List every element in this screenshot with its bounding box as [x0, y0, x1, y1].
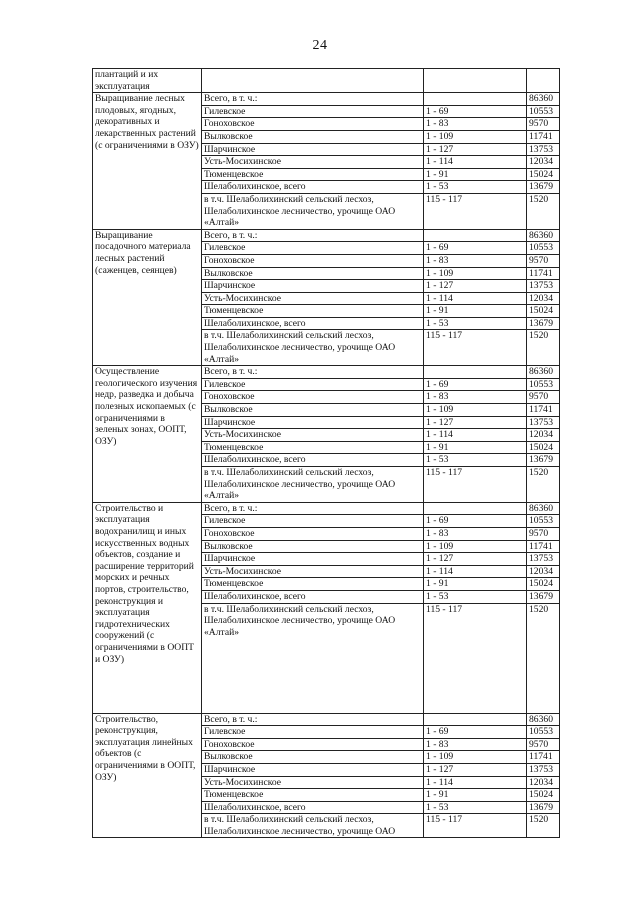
activity-cell: Выращивание посадочного материала лесных растений (саженцев, сеянцев): [93, 229, 202, 366]
forestry-cell: Всего, в т. ч.:: [202, 502, 424, 515]
area-cell: 15024: [527, 578, 560, 591]
quarters-cell: 1 - 109: [424, 267, 527, 280]
area-cell: 15024: [527, 789, 560, 802]
quarters-cell: 1 - 127: [424, 280, 527, 293]
forestry-cell: Шарчинское: [202, 763, 424, 776]
table-row: [93, 713, 560, 726]
quarters-cell: 1 - 127: [424, 416, 527, 429]
area-cell: 10553: [527, 242, 560, 255]
area-cell: 86360: [527, 366, 560, 379]
quarters-cell: 1 - 114: [424, 776, 527, 789]
area-cell: 86360: [527, 229, 560, 242]
quarters-cell: 1 - 91: [424, 789, 527, 802]
area-cell: 1520: [527, 814, 560, 838]
quarters-cell: 1 - 69: [424, 105, 527, 118]
table-row: [93, 502, 560, 515]
quarters-cell: 1 - 53: [424, 454, 527, 467]
forestry-cell: Шелаболихинское, всего: [202, 454, 424, 467]
area-cell: 9570: [527, 738, 560, 751]
forestry-cell: Всего, в т. ч.:: [202, 366, 424, 379]
forestry-cell: Тюменцевское: [202, 168, 424, 181]
quarters-cell: 1 - 91: [424, 305, 527, 318]
forestry-cell: Гилевское: [202, 726, 424, 739]
quarters-cell: 1 - 114: [424, 292, 527, 305]
area-cell: 86360: [527, 93, 560, 106]
table-row: [93, 366, 560, 379]
quarters-cell: 1 - 114: [424, 565, 527, 578]
table-row: [93, 229, 560, 242]
forestry-cell: Тюменцевское: [202, 578, 424, 591]
forestry-cell: Всего, в т. ч.:: [202, 229, 424, 242]
quarters-cell: 1 - 83: [424, 254, 527, 267]
table-row: [93, 93, 560, 106]
forestry-cell: Усть-Мосихинское: [202, 776, 424, 789]
forestry-cell: Всего, в т. ч.:: [202, 713, 424, 726]
forest-use-table: [92, 68, 560, 838]
area-cell: 10553: [527, 105, 560, 118]
quarters-cell: 1 - 83: [424, 738, 527, 751]
area-cell: 11741: [527, 404, 560, 417]
forestry-cell: в т.ч. Шелаболихинский сельский лесхоз, Шелаболихинское лесничество, урочище ОАО: [202, 814, 424, 838]
area-cell: 1520: [527, 603, 560, 713]
quarters-cell: [424, 229, 527, 242]
quarters-cell: 1 - 114: [424, 156, 527, 169]
quarters-cell: 1 - 53: [424, 801, 527, 814]
area-cell: 9570: [527, 118, 560, 131]
forestry-cell: в т.ч. Шелаболихинский сельский лесхоз, Шелаболихинское лесничество, урочище ОАО «Алтай»: [202, 330, 424, 366]
forestry-cell: в т.ч. Шелаболихинский сельский лесхоз, Шелаболихинское лесничество, урочище ОАО «Алтай»: [202, 193, 424, 229]
activity-cell: Строительство и эксплуатация водохранилищ и иных искусственных водных объектов, создание и расширение территорий морских и речных портов, строительство, реконструкция и эксплуатация гидротехнических сооружений (с ограничениями в ООПТ и ОЗУ): [93, 502, 202, 713]
area-cell: 9570: [527, 527, 560, 540]
quarters-cell: 1 - 69: [424, 726, 527, 739]
forestry-cell: Гилевское: [202, 105, 424, 118]
forestry-cell: Гоноховское: [202, 254, 424, 267]
quarters-cell: 1 - 83: [424, 118, 527, 131]
forestry-cell: Гоноховское: [202, 738, 424, 751]
area-cell: 9570: [527, 391, 560, 404]
forestry-cell: Вылковское: [202, 404, 424, 417]
area-cell: 13753: [527, 143, 560, 156]
area-cell: 11741: [527, 267, 560, 280]
forestry-cell: Гоноховское: [202, 118, 424, 131]
area-cell: 13753: [527, 416, 560, 429]
quarters-cell: 1 - 91: [424, 578, 527, 591]
forestry-cell: Вылковское: [202, 540, 424, 553]
area-cell: 13679: [527, 590, 560, 603]
area-cell: 11741: [527, 751, 560, 764]
quarters-cell: [424, 93, 527, 106]
forestry-cell: Шелаболихинское, всего: [202, 801, 424, 814]
area-cell: 10553: [527, 378, 560, 391]
quarters-cell: 1 - 127: [424, 553, 527, 566]
quarters-cell: 115 - 117: [424, 467, 527, 503]
area-cell: 13679: [527, 801, 560, 814]
area-cell: 13753: [527, 553, 560, 566]
quarters-cell: 1 - 53: [424, 590, 527, 603]
forestry-cell: Гоноховское: [202, 527, 424, 540]
quarters-cell: 1 - 91: [424, 168, 527, 181]
forestry-cell: в т.ч. Шелаболихинский сельский лесхоз, Шелаболихинское лесничество, урочище ОАО «Алтай»: [202, 603, 424, 713]
forestry-cell: Тюменцевское: [202, 789, 424, 802]
forestry-cell: Тюменцевское: [202, 441, 424, 454]
area-cell: 12034: [527, 292, 560, 305]
area-cell: 13679: [527, 181, 560, 194]
area-cell: 13679: [527, 317, 560, 330]
area-cell: 86360: [527, 713, 560, 726]
activity-cell: Осуществление геологического изучения недр, разведка и добыча полезных ископаемых (с ограничениями в зеленых зонах, ООПТ, ОЗУ): [93, 366, 202, 503]
area-cell: 10553: [527, 726, 560, 739]
area-cell: 1520: [527, 467, 560, 503]
quarters-cell: 115 - 117: [424, 193, 527, 229]
forestry-cell: Вылковское: [202, 751, 424, 764]
area-cell: 11741: [527, 130, 560, 143]
area-cell: 86360: [527, 502, 560, 515]
quarters-cell: 1 - 109: [424, 404, 527, 417]
area-cell: 1520: [527, 193, 560, 229]
quarters-cell: 1 - 114: [424, 429, 527, 442]
area-cell: 15024: [527, 441, 560, 454]
forestry-cell: Вылковское: [202, 267, 424, 280]
quarters-cell: 1 - 109: [424, 540, 527, 553]
forestry-cell: Всего, в т. ч.:: [202, 93, 424, 106]
area-cell: 12034: [527, 776, 560, 789]
quarters-cell: 1 - 109: [424, 751, 527, 764]
forestry-cell: Шарчинское: [202, 553, 424, 566]
quarters-cell: 115 - 117: [424, 330, 527, 366]
forestry-cell: Гилевское: [202, 515, 424, 528]
forestry-cell: Шелаболихинское, всего: [202, 181, 424, 194]
activity-cell: Строительство, реконструкция, эксплуатация линейных объектов (с ограничениями в ООПТ, ОЗУ): [93, 713, 202, 838]
quarters-cell: [424, 69, 527, 93]
quarters-cell: 1 - 69: [424, 242, 527, 255]
quarters-cell: 1 - 53: [424, 181, 527, 194]
quarters-cell: 115 - 117: [424, 603, 527, 713]
forestry-cell: Усть-Мосихинское: [202, 292, 424, 305]
area-cell: 9570: [527, 254, 560, 267]
forestry-cell: в т.ч. Шелаболихинский сельский лесхоз, Шелаболихинское лесничество, урочище ОАО «Алтай»: [202, 467, 424, 503]
area-cell: 11741: [527, 540, 560, 553]
area-cell: 1520: [527, 330, 560, 366]
forestry-cell: Шарчинское: [202, 143, 424, 156]
quarters-cell: 1 - 127: [424, 143, 527, 156]
activity-cell: плантаций и их эксплуатация: [93, 69, 202, 93]
area-cell: 15024: [527, 168, 560, 181]
forestry-cell: Гоноховское: [202, 391, 424, 404]
area-cell: 10553: [527, 515, 560, 528]
area-cell: 12034: [527, 429, 560, 442]
activity-cell: Выращивание лесных плодовых, ягодных, декоративных и лекарственных растений (с ограничениями в ОЗУ): [93, 93, 202, 230]
forestry-cell: Гилевское: [202, 242, 424, 255]
forestry-cell: Гилевское: [202, 378, 424, 391]
forestry-cell: [202, 69, 424, 93]
quarters-cell: 1 - 69: [424, 378, 527, 391]
quarters-cell: 1 - 91: [424, 441, 527, 454]
quarters-cell: 1 - 83: [424, 391, 527, 404]
forestry-cell: Усть-Мосихинское: [202, 429, 424, 442]
quarters-cell: [424, 366, 527, 379]
area-cell: 12034: [527, 565, 560, 578]
area-cell: 13679: [527, 454, 560, 467]
quarters-cell: [424, 502, 527, 515]
page-number: 24: [312, 38, 328, 53]
quarters-cell: 1 - 69: [424, 515, 527, 528]
area-cell: [527, 69, 560, 93]
forestry-cell: Шарчинское: [202, 416, 424, 429]
quarters-cell: 1 - 127: [424, 763, 527, 776]
table-body: [93, 69, 560, 838]
forestry-cell: Шарчинское: [202, 280, 424, 293]
forestry-cell: Шелаболихинское, всего: [202, 317, 424, 330]
area-cell: 13753: [527, 280, 560, 293]
quarters-cell: 115 - 117: [424, 814, 527, 838]
forestry-cell: Усть-Мосихинское: [202, 565, 424, 578]
forestry-cell: Тюменцевское: [202, 305, 424, 318]
quarters-cell: 1 - 83: [424, 527, 527, 540]
forestry-cell: Вылковское: [202, 130, 424, 143]
quarters-cell: 1 - 109: [424, 130, 527, 143]
forestry-cell: Усть-Мосихинское: [202, 156, 424, 169]
area-cell: 13753: [527, 763, 560, 776]
quarters-cell: [424, 713, 527, 726]
table-row-continuation: [93, 69, 560, 93]
area-cell: 12034: [527, 156, 560, 169]
quarters-cell: 1 - 53: [424, 317, 527, 330]
forestry-cell: Шелаболихинское, всего: [202, 590, 424, 603]
area-cell: 15024: [527, 305, 560, 318]
